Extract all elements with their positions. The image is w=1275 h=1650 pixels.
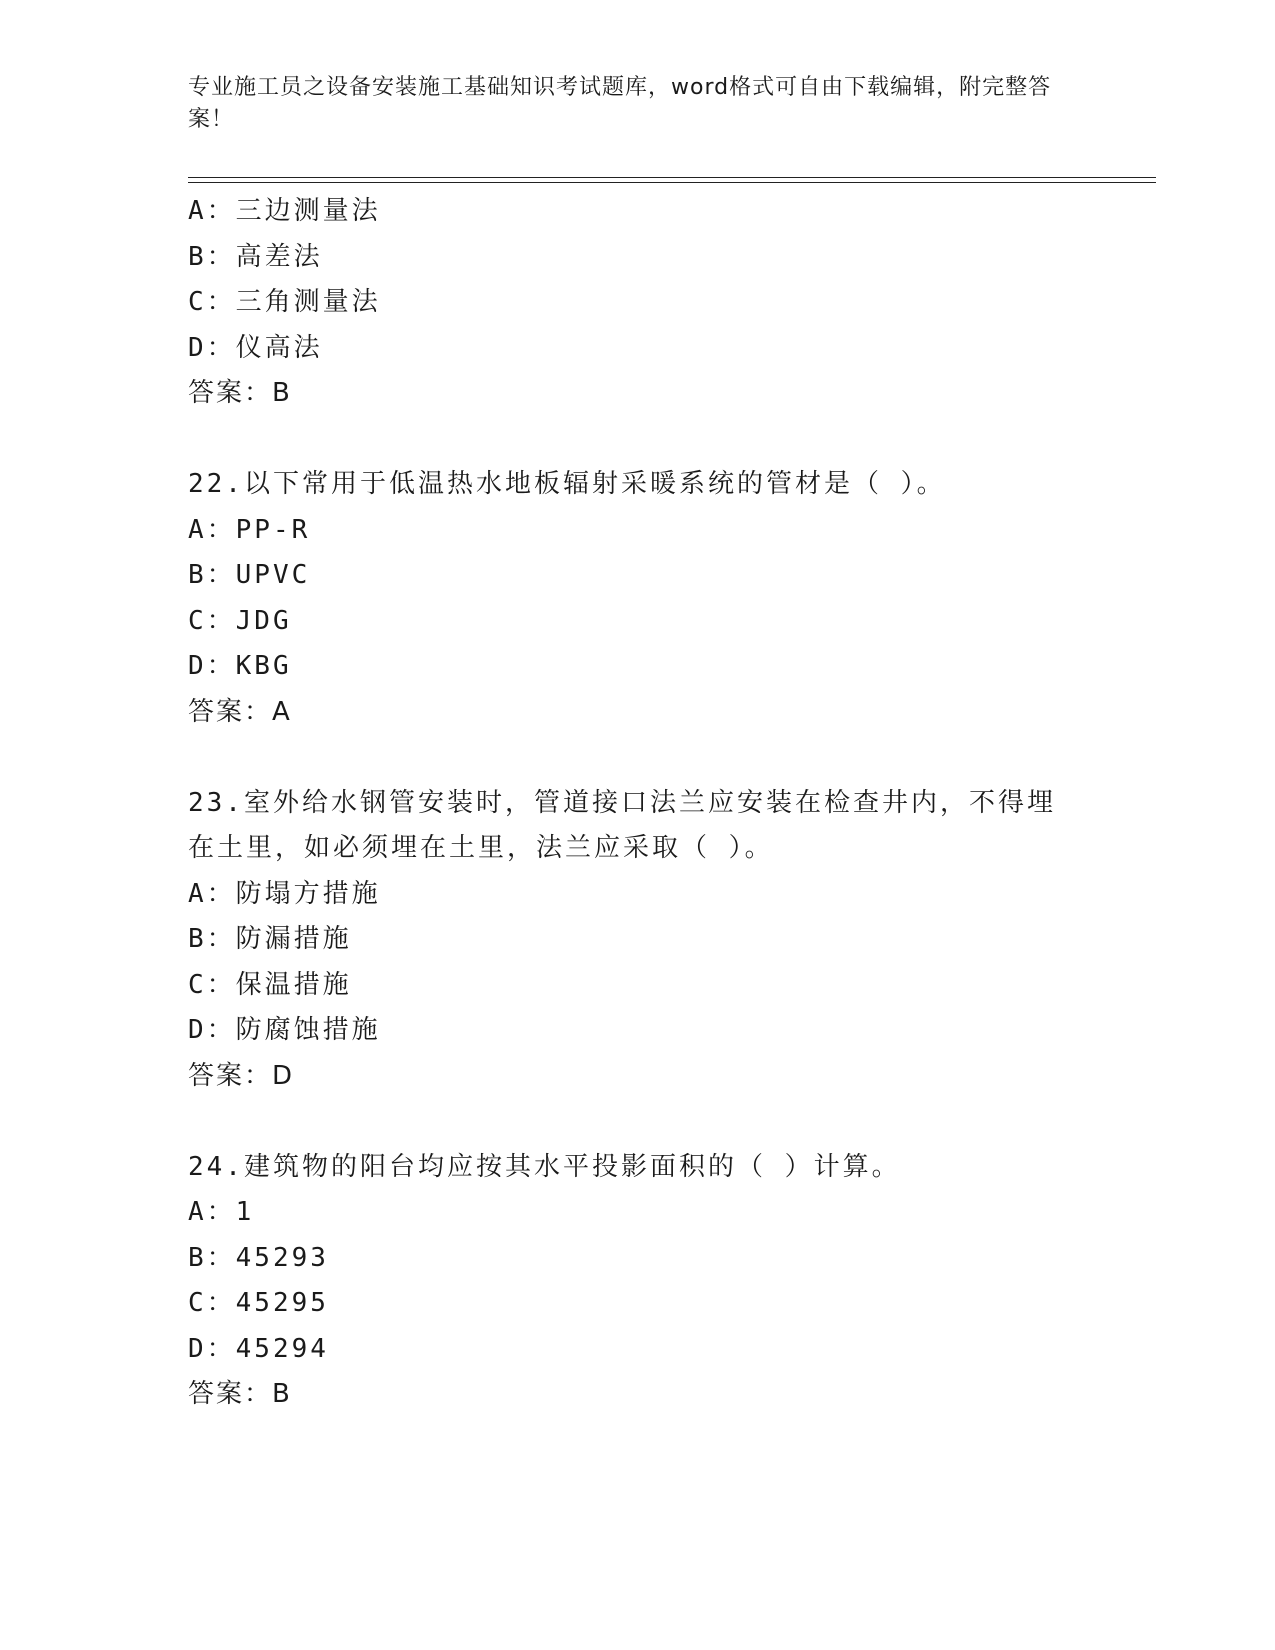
option-c: C：三角测量法 [188,287,381,317]
document-body [188,189,1088,1418]
header-rule-top [188,177,1156,178]
option-c: C：45295 [188,1288,329,1318]
spacer [188,417,1088,463]
answer-line: 答案：B [188,1379,292,1409]
spacer [188,1099,1088,1145]
option-d: D：仪高法 [188,332,323,363]
spacer [188,735,1088,781]
option-c: C：保温措施 [188,969,352,1000]
document-header: 专业施工员之设备安装施工基础知识考试题库，word格式可自由下载编辑，附完整答案！ [188,75,1052,132]
option-a: A：三边测量法 [188,196,381,226]
prev-question-block [188,189,1088,417]
option-b: B：防漏措施 [188,924,352,954]
question-block [188,462,1088,735]
option-c: C：JDG [188,605,292,636]
option-d: D：45294 [188,1333,329,1364]
question-text: 22.以下常用于低温热水地板辐射采暖系统的管材是（ ）。 [188,469,946,499]
answer-line: 答案：B [188,378,292,408]
option-b: B：UPVC [188,560,311,590]
question-block [188,781,1088,1100]
option-a: A：1 [188,1197,255,1227]
option-d: D：防腐蚀措施 [188,1015,381,1045]
answer-line: 答案：A [188,696,292,727]
header-rule-bottom [188,182,1156,183]
question-text: 24.建筑物的阳台均应按其水平投影面积的（ ）计算。 [188,1151,901,1182]
option-d: D：KBG [188,651,292,681]
question-text: 23.室外给水钢管安装时，管道接口法兰应安装在检查井内，不得埋在土里，如必须埋在土里，法兰应采取（ ）。 [188,787,1056,863]
answer-line: 答案：D [188,1060,295,1091]
option-a: A：PP-R [188,514,311,545]
option-b: B：45293 [188,1242,329,1273]
option-b: B：高差法 [188,241,323,272]
option-a: A：防塌方措施 [188,878,381,909]
question-block [188,1145,1088,1418]
